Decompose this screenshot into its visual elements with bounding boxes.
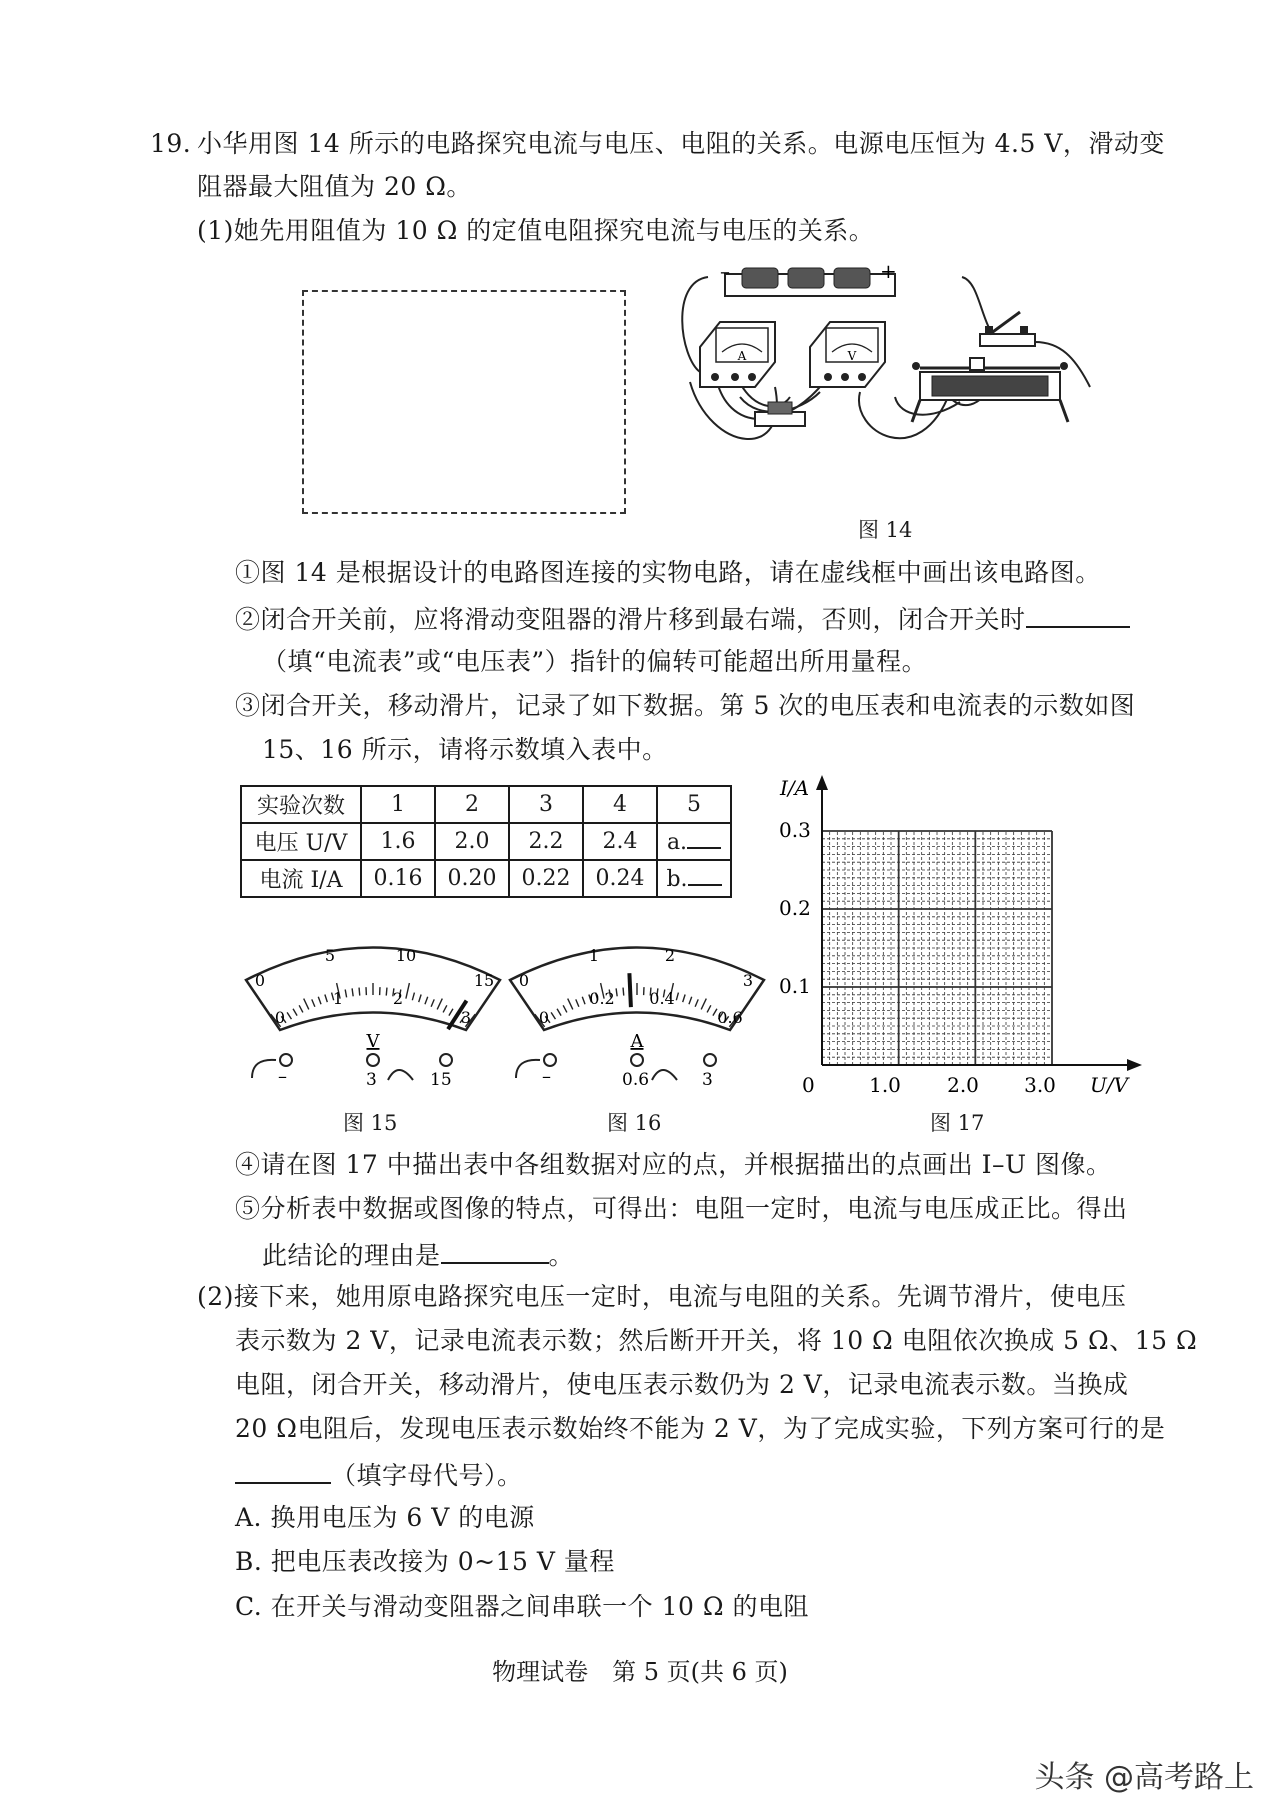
part2-line5-text: （填字母代号）。	[331, 1461, 523, 1490]
fig17-y-label: I/A	[780, 776, 810, 800]
fig17-grid-chart[interactable]	[772, 775, 1152, 1100]
battery-minus: –	[720, 262, 730, 283]
fig15-terminal-15: 15	[430, 1070, 452, 1090]
subq-3-line2: 15、16 所示，请将示数填入表中。	[262, 735, 668, 764]
table-cell: 0.20	[435, 860, 509, 897]
table-cell: 实验次数	[241, 786, 361, 823]
fig16-terminal-0.6: 0.6	[622, 1070, 650, 1090]
table-cell: 0.22	[509, 860, 583, 897]
subq-5-line2	[262, 1236, 574, 1273]
voltmeter-device	[810, 322, 885, 387]
fig16-lower-0.6: 0.6	[717, 1008, 743, 1027]
fig15-lower-2: 2	[392, 989, 404, 1008]
table-row-current	[241, 860, 731, 897]
answer-a-blank[interactable]	[687, 829, 721, 849]
fig16-upper-1: 1	[588, 946, 600, 965]
subq-2-line1	[235, 600, 1130, 637]
table-cell: 2.2	[509, 823, 583, 860]
fig17-origin: 0	[802, 1073, 815, 1097]
part2-line2: 表示数为 2 V，记录电流表示数；然后断开开关，将 10 Ω 电阻依次换成 5 Ω、15 Ω	[235, 1326, 1198, 1355]
subq-2-line2: （填“电流表”或“电压表”）指针的偏转可能超出所用量程。	[262, 647, 928, 676]
ammeter-symbol: A	[737, 349, 747, 363]
table-cell: 1.6	[361, 823, 435, 860]
page-footer: 物理试卷 第 5 页(共 6 页)	[492, 1658, 788, 1686]
table-cell: 3	[509, 786, 583, 823]
switch-device	[980, 312, 1035, 346]
table-cell: 4	[583, 786, 657, 823]
fig14-circuit-photo	[680, 262, 1100, 507]
fig16-lower-0.2: 0.2	[589, 989, 615, 1008]
part2-line5	[235, 1456, 523, 1493]
dial-tick	[359, 988, 360, 996]
fig15-lower-1: 1	[332, 989, 344, 1008]
fig15-terminal-3: 3	[366, 1070, 377, 1090]
table-cell: 2	[435, 786, 509, 823]
fig15-symbol: V	[366, 1031, 380, 1052]
table-cell: 0.24	[583, 860, 657, 897]
part2-line3: 电阻，闭合开关，移动滑片，使电压表示数仍为 2 V，记录电流表示数。当换成	[235, 1370, 1129, 1399]
table-cell: 1	[361, 786, 435, 823]
question-stem-line1: 小华用图 14 所示的电路探究电流与电压、电阻的关系。电源电压恒为 4.5 V，滑动变	[197, 129, 1165, 158]
subq-5-line1: ⑤分析表中数据或图像的特点，可得出：电阻一定时，电流与电压成正比。得出	[235, 1194, 1128, 1223]
fig15-upper-5: 5	[324, 946, 336, 965]
answer-b-label: b.	[666, 866, 688, 892]
fig17-grid	[822, 831, 1052, 1065]
part2-answer-blank[interactable]	[235, 1456, 331, 1484]
fig15-upper-0: 0	[254, 971, 266, 990]
fig17-y-tick-0.1: 0.1	[779, 974, 811, 998]
battery-plus: +	[880, 262, 897, 283]
fig15-terminal-minus: –	[278, 1066, 287, 1087]
fig17-x-tick-3.0: 3.0	[1024, 1073, 1056, 1097]
fig16-lower-0: 0	[538, 1008, 550, 1027]
subq-3-line1: ③闭合开关，移动滑片，记录了如下数据。第 5 次的电压表和电流表的示数如图	[235, 691, 1136, 720]
table-cell: 电压 U/V	[241, 823, 361, 860]
fig16-terminal-minus: –	[542, 1066, 551, 1087]
subq-5-period: 。	[548, 1241, 575, 1270]
fig15-upper-15: 15	[473, 971, 495, 990]
fig17-x-tick-2.0: 2.0	[947, 1073, 979, 1097]
watermark: 头条 @高考路上	[1034, 1760, 1254, 1795]
part2-line4: 20 Ω电阻后，发现电压表示数始终不能为 2 V，为了完成实验，下列方案可行的是	[235, 1414, 1166, 1443]
fig16-pointer	[629, 973, 631, 1007]
subq-2-answer-blank[interactable]	[1026, 600, 1130, 628]
fig16-upper-3: 3	[742, 971, 754, 990]
voltmeter-symbol: V	[847, 349, 857, 363]
fig17-y-tick-0.2: 0.2	[779, 896, 811, 920]
subq-4: ④请在图 17 中描出表中各组数据对应的点，并根据描出的点画出 I–U 图像。	[235, 1150, 1112, 1179]
table-cell: 电流 I/A	[241, 860, 361, 897]
battery-pack	[720, 262, 897, 296]
dial-tick	[623, 988, 624, 996]
question-stem-line2: 阻器最大阻值为 20 Ω。	[197, 172, 472, 201]
fig16-caption: 图 16	[607, 1111, 662, 1135]
subq-5-text: 此结论的理由是	[262, 1241, 441, 1270]
fig17-y-tick-0.3: 0.3	[779, 818, 811, 842]
table-cell: 2.0	[435, 823, 509, 860]
question-number: 19.	[150, 129, 192, 158]
fig16-symbol: A	[630, 1031, 644, 1052]
fig17-x-label: U/V	[1090, 1073, 1129, 1097]
table-cell-answer-b[interactable]	[657, 860, 731, 897]
fig14-caption: 图 14	[858, 518, 913, 542]
table-cell: 0.16	[361, 860, 435, 897]
subq-2-text: ②闭合开关前，应将滑动变阻器的滑片移到最右端，否则，闭合开关时	[235, 605, 1026, 634]
ammeter-device	[700, 322, 775, 387]
fig15-upper-10: 10	[395, 946, 417, 965]
circuit-diagram-answer-box[interactable]	[302, 290, 626, 514]
fig16-upper-0: 0	[518, 971, 530, 990]
answer-b-blank[interactable]	[688, 866, 722, 886]
answer-a-label: a.	[666, 829, 688, 855]
fig16-terminal-3: 3	[702, 1070, 713, 1090]
option-a: A. 换用电压为 6 V 的电源	[235, 1503, 535, 1532]
table-cell: 5	[657, 786, 731, 823]
fig16-ammeter-dial[interactable]	[502, 930, 772, 1110]
table-cell-answer-a[interactable]	[657, 823, 731, 860]
fig17-y-arrow-icon	[816, 775, 828, 790]
part1-intro: (1)她先用阻值为 10 Ω 的定值电阻探究电流与电压的关系。	[197, 216, 875, 245]
fig17-x-tick-1.0: 1.0	[869, 1073, 901, 1097]
fig15-voltmeter-dial[interactable]	[238, 930, 508, 1110]
subq-1: ①图 14 是根据设计的电路图连接的实物电路，请在虚线框中画出该电路图。	[235, 558, 1101, 587]
fig16-lower-0.4: 0.4	[649, 989, 675, 1008]
option-c: C. 在开关与滑动变阻器之间串联一个 10 Ω 的电阻	[235, 1592, 810, 1621]
subq-5-answer-blank[interactable]	[441, 1236, 549, 1264]
fig15-lower-3: 3	[460, 1008, 472, 1027]
fig15-caption: 图 15	[343, 1111, 398, 1135]
dial-tick	[386, 988, 387, 996]
part2-line1: (2)接下来，她用原电路探究电压一定时，电流与电阻的关系。先调节滑片，使电压	[197, 1282, 1127, 1311]
data-table	[240, 785, 732, 898]
table-cell: 2.4	[583, 823, 657, 860]
fig15-lower-0: 0	[274, 1008, 286, 1027]
option-b: B. 把电压表改接为 0~15 V 量程	[235, 1547, 615, 1576]
fig16-upper-2: 2	[664, 946, 676, 965]
table-row-voltage	[241, 823, 731, 860]
fig17-caption: 图 17	[930, 1111, 985, 1135]
table-row-header	[241, 786, 731, 823]
fig17-x-arrow-icon	[1127, 1059, 1142, 1071]
